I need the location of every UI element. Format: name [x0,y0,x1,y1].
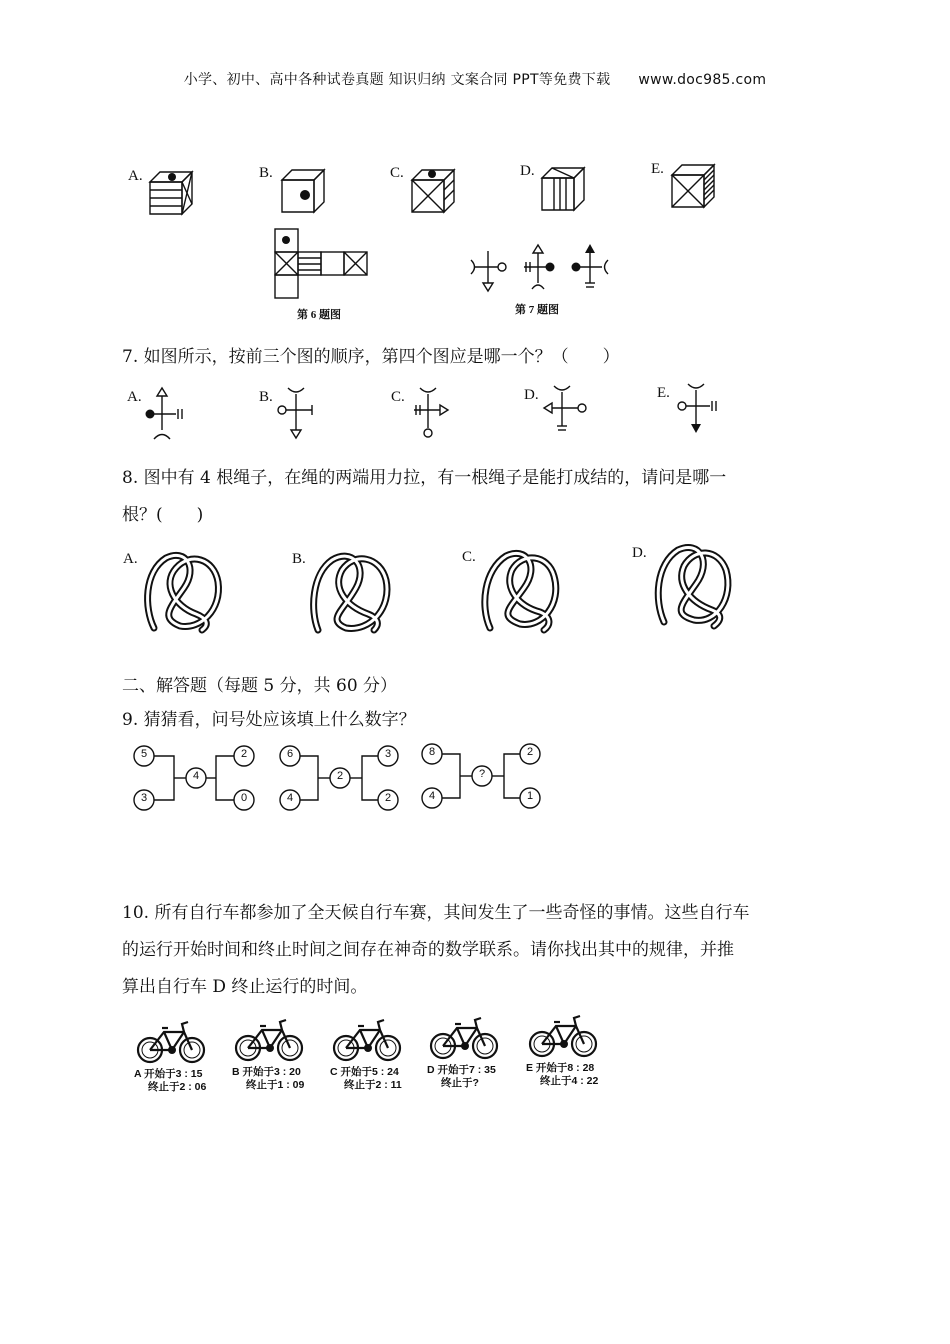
q9-g2-right-top: 3 [384,748,392,760]
q6-cube-d[interactable] [540,166,590,214]
q7-question: 7. 如图所示，按前三个图的顺序，第四个图应是哪一个？（ ） [122,347,620,367]
bicycle-icon [234,1016,304,1064]
q9-g3-left-bottom: 4 [428,790,436,802]
bicycle-icon [332,1016,402,1064]
q7-option-a-figure[interactable] [140,386,200,442]
q6-cube-a[interactable] [148,170,198,218]
q9-g2-left-bottom: 4 [286,792,294,804]
q6-cube-c[interactable] [410,168,460,216]
q9-g2-left-top: 6 [286,748,294,760]
q6-caption: 第 6 题图 [297,309,341,321]
page-header [0,69,950,89]
bike-end-time: 终止于4 : 22 [540,1075,599,1087]
bike-start-time: B 开始于3 : 20 [232,1066,301,1078]
q8-option-c-label: C. [462,549,476,565]
bike-start-time: A 开始于3 : 15 [134,1068,203,1080]
q6-option-a-label: A. [128,168,143,184]
q7-option-b-figure[interactable] [272,386,332,442]
bike-end-time: 终止于2 : 11 [344,1079,402,1091]
q9-diagram-2 [278,744,408,814]
q6-option-e-label: E. [651,161,664,177]
bike-end-time: 终止于1 : 09 [246,1079,305,1091]
bike-start-time: D 开始于7 : 35 [427,1064,496,1076]
q10-line2: 的运行开始时间和终止时间之间存在神奇的数学联系。请你找出其中的规律，并推 [122,940,734,960]
header-url[interactable]: www.doc985.com [638,72,767,88]
bike-card[interactable] [232,1016,322,1092]
bike-start-time: C 开始于5 : 24 [330,1066,399,1078]
q9-question: 9. 猜猜看，问号处应该填上什么数字？ [122,710,416,730]
q9-g3-center[interactable]: ? [478,768,486,780]
q6-option-c-label: C. [390,165,404,181]
q9-g1-left-bottom: 3 [140,792,148,804]
header-text: 小学、初中、高中各种试卷真题 知识归纳 文案合同 PPT等免费下载 [183,72,611,88]
q8-rope-c[interactable] [478,546,564,632]
bicycle-icon [528,1012,598,1060]
q7-option-b-label: B. [259,389,273,405]
q9-g1-center: 4 [192,770,200,782]
q6-cube-e[interactable] [670,163,720,211]
q9-diagram-1 [132,744,262,814]
q10-line1: 10. 所有自行车都参加了全天候自行车赛，其间发生了一些奇怪的事情。这些自行车 [122,903,750,923]
q8-rope-b[interactable] [308,548,394,634]
bicycle-icon [136,1018,206,1066]
section2-title: 二、解答题（每题 5 分，共 60 分） [122,676,398,696]
bike-end-time: 终止于? [441,1077,479,1089]
bike-card[interactable] [427,1014,517,1090]
q7-option-e-figure[interactable] [672,382,732,438]
q8-rope-a[interactable] [140,548,226,634]
q7-caption: 第 7 题图 [515,304,559,316]
q10-line3: 算出自行车 D 终止运行的时间。 [122,977,368,997]
q9-g1-right-bottom: 0 [240,792,248,804]
bike-figure [134,1018,224,1068]
q7-sequence-figures [468,243,618,293]
bike-figure [330,1016,420,1066]
q6-cube-b[interactable] [280,168,330,216]
q9-g3-left-top: 8 [428,746,436,758]
bike-figure [526,1012,616,1062]
q9-g1-right-top: 2 [240,748,248,760]
bike-card[interactable] [526,1012,616,1088]
bike-card[interactable] [330,1016,420,1092]
q6-cube-net [274,228,370,300]
q7-option-c-label: C. [391,389,405,405]
q7-option-d-figure[interactable] [538,384,598,440]
q9-g3-right-bottom: 1 [526,790,534,802]
q6-option-d-label: D. [520,163,535,179]
q9-diagram-3 [420,742,550,812]
q8-option-b-label: B. [292,551,306,567]
q7-option-d-label: D. [524,387,539,403]
q7-option-e-label: E. [657,385,670,401]
q9-g2-right-bottom: 2 [384,792,392,804]
bike-figure [427,1014,517,1064]
q6-option-b-label: B. [259,165,273,181]
q8-rope-d[interactable] [650,542,736,628]
q8-option-a-label: A. [123,551,138,567]
bicycle-icon [429,1014,499,1062]
bike-figure [232,1016,322,1066]
q8-question-line1: 8. 图中有 4 根绳子，在绳的两端用力拉，有一根绳子是能打成结的，请问是哪一 [122,468,727,488]
bike-end-time: 终止于2 : 06 [148,1081,207,1093]
bike-start-time: E 开始于8 : 28 [526,1062,595,1074]
bike-card[interactable] [134,1018,224,1094]
q9-g3-right-top: 2 [526,746,534,758]
q8-option-d-label: D. [632,545,647,561]
q7-option-c-figure[interactable] [404,386,464,442]
q9-g1-left-top: 5 [140,748,148,760]
q7-option-a-label: A. [127,389,142,405]
q8-question-line2: 根？( ) [122,505,204,525]
q9-g2-center: 2 [336,770,344,782]
